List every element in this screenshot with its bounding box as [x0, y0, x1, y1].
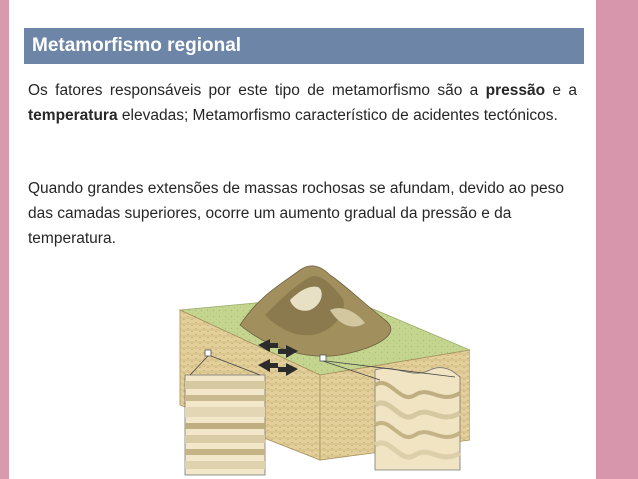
keyword-pressure: pressão — [485, 82, 546, 99]
slide-title: Metamorfismo regional — [24, 28, 584, 64]
keyword-temperature: temperatura — [28, 107, 118, 124]
paragraph-factors-text-1: Os fatores responsáveis por este tipo de metamorfismo são a — [28, 82, 486, 99]
paragraph-factors-text-3: elevadas; Metamorfismo característico de acidentes tectónicos. — [117, 107, 558, 124]
right-frame-border — [596, 0, 638, 479]
paragraph-description: Quando grandes extensões de massas rochosas se afundam, devido ao peso das camadas superiores, ocorre um aumento gradual da pressão e da temperatura. — [28, 180, 564, 247]
left-frame-border — [0, 0, 9, 479]
paragraph-factors-text-2: e a — [545, 82, 577, 99]
metamorphism-block-diagram — [170, 255, 470, 479]
paragraph-factors — [28, 78, 577, 128]
